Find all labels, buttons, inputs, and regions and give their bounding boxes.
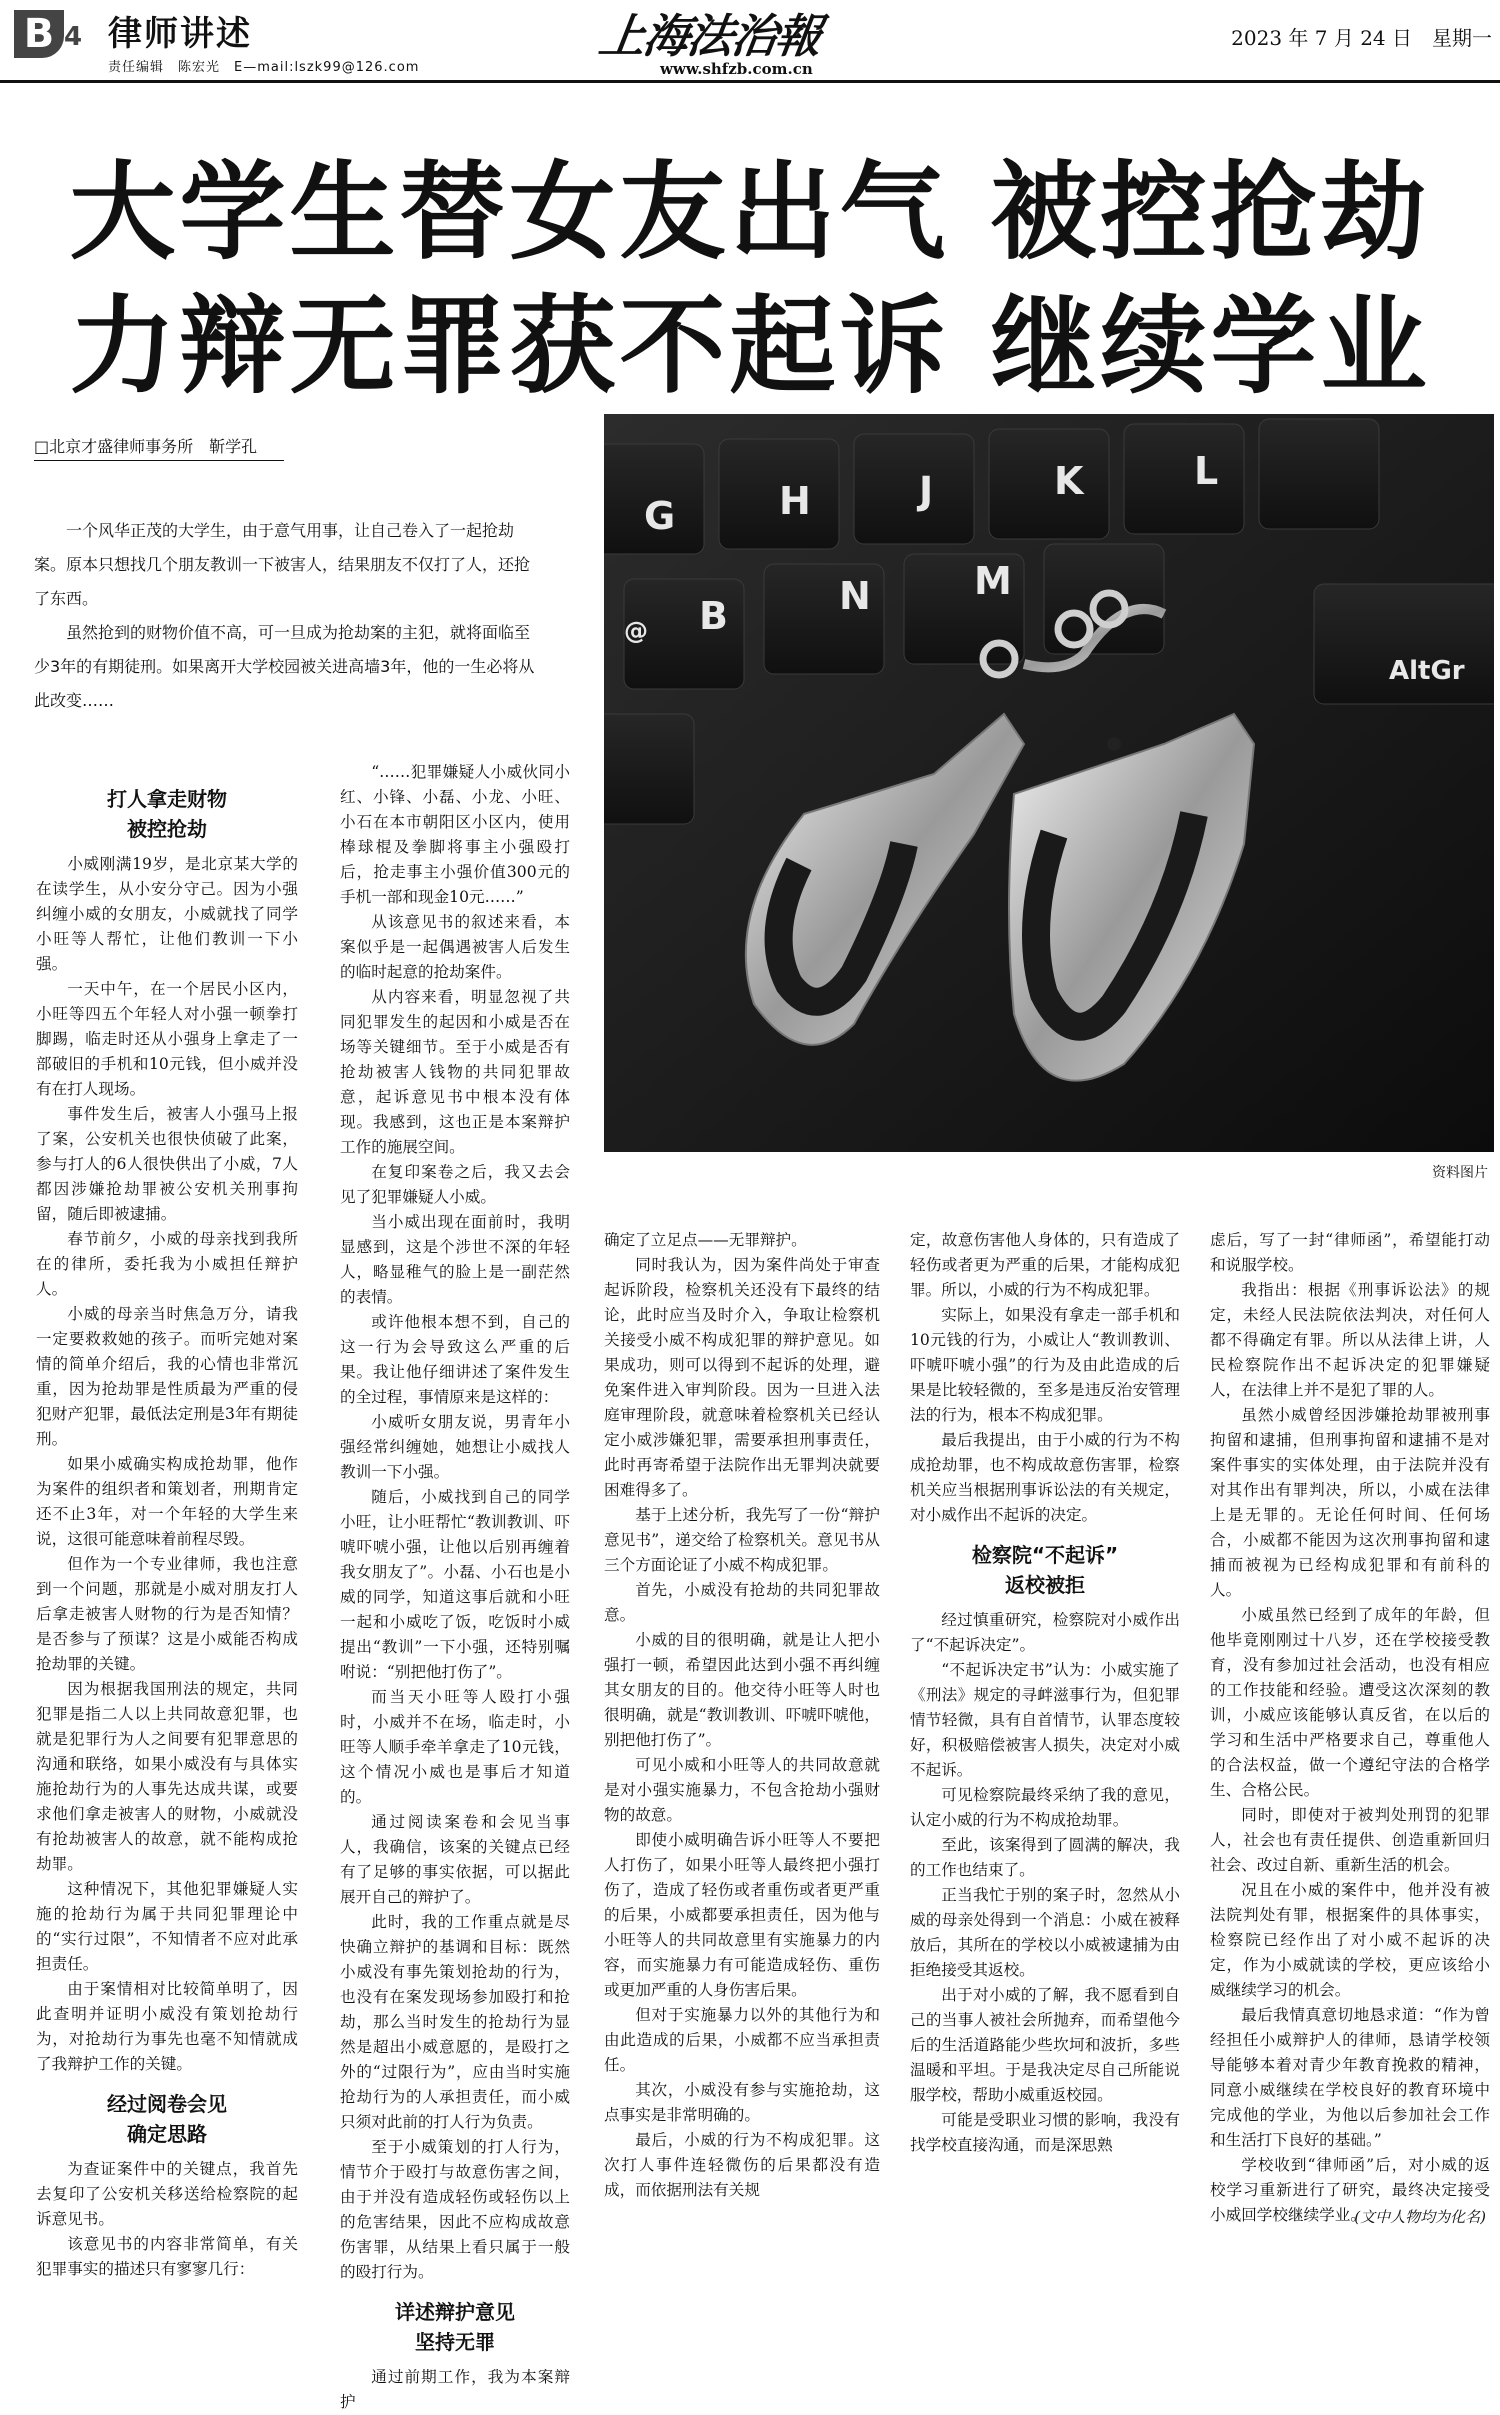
body-paragraph: 其次，小威没有参与实施抢劫，这点事实是非常明确的。 bbox=[604, 2081, 880, 2124]
body-paragraph: 可能是受职业习惯的影响，我没有找学校直接沟通，而是深思熟 bbox=[910, 2111, 1180, 2154]
article-column-5 bbox=[1210, 1228, 1490, 2228]
article-column-2 bbox=[340, 760, 570, 2415]
photo-caption: 资料图片 bbox=[1432, 1165, 1488, 1181]
body-paragraph: 正当我忙于别的案子时，忽然从小威的母亲处得到一个消息：小威在被释放后，其所在的学校以小威被逮捕为由拒绝接受其返校。 bbox=[910, 1886, 1180, 1979]
body-paragraph: 况且在小威的案件中，他并没有被法院判处有罪，根据案件的具体事实，检察院已经作出了对小威不起诉的决定，作为小威就读的学校，更应该给小威继续学习的机会。 bbox=[1210, 1881, 1490, 1999]
section-heading-line: 返校被拒 bbox=[1005, 1573, 1085, 1597]
body-paragraph: 我指出：根据《刑事诉讼法》的规定，未经人民法院依法判决，对任何人都不得确定有罪。所以从法律上讲，人民检察院作出不起诉决定的犯罪嫌疑人，在法律上并不是犯了罪的人。 bbox=[1210, 1281, 1490, 1399]
handcuffs-keyboard-photo bbox=[604, 414, 1494, 1152]
headline-line-2: 力辩无罪获不起诉 继续学业 bbox=[69, 285, 1431, 408]
names-note: (文中人物均为化名) bbox=[1354, 2208, 1486, 2226]
key-label: G bbox=[644, 494, 676, 538]
photo-illustration bbox=[604, 414, 1494, 1152]
lead-paragraphs bbox=[34, 514, 544, 718]
section-heading-line: 确定思路 bbox=[127, 2122, 207, 2146]
body-paragraph: 确定了立足点——无罪辩护。 bbox=[604, 1231, 807, 1249]
body-paragraph: 定，故意伤害他人身体的，只有造成了轻伤或者更为严重的后果，才能构成犯罪。所以，小威的行为不构成犯罪。 bbox=[910, 1231, 1180, 1299]
body-paragraph: 出于对小威的了解，我不愿看到自己的当事人被社会所抛弃，而希望他今后的生活道路能少些坎坷和波折，多些温暖和平坦。于是我决定尽自己所能说服学校，帮助小威重返校园。 bbox=[910, 1986, 1180, 2104]
body-paragraph: 可见检察院最终采纳了我的意见，认定小威的行为不构成抢劫罪。 bbox=[910, 1786, 1180, 1829]
body-paragraph: 而当天小旺等人殴打小强时，小威并不在场，临走时，小旺等人顺手牵羊拿走了10元钱，这个情况小威也是事后才知道的。 bbox=[340, 1688, 570, 1806]
key-label: M bbox=[974, 559, 1012, 603]
body-paragraph: 但作为一个专业律师，我也注意到一个问题，那就是小威对朋友打人后拿走被害人财物的行为是否知情？是否参与了预谋？这是小威能否构成抢劫罪的关键。 bbox=[36, 1555, 298, 1673]
byline: □北京才盛律师事务所 靳学孔 bbox=[34, 437, 258, 456]
body-paragraph: 基于上述分析，我先写了一份“辩护意见书”，递交给了检察机关。意见书从三个方面论证了小威不构成犯罪。 bbox=[604, 1506, 880, 1574]
key-label: J bbox=[919, 469, 934, 513]
body-paragraph: 通过前期工作，我为本案辩护 bbox=[340, 2368, 570, 2411]
body-paragraph: 最后我情真意切地恳求道：“作为曾经担任小威辩护人的律师，恳请学校领导能够本着对青少年教育挽救的精神，同意小威继续在学校良好的教育环境中完成他的学业，为他以后参加社会工作和生活打下良好的基础。” bbox=[1210, 2006, 1490, 2149]
body-paragraph: 学校收到“律师函”后，对小威的返校学习重新进行了研究，最终决定接受小威回学校继续学业。 bbox=[1210, 2156, 1490, 2224]
key-label: K bbox=[1054, 459, 1084, 503]
header-divider bbox=[0, 80, 1500, 83]
body-paragraph: “不起诉决定书”认为：小威实施了《刑法》规定的寻衅滋事行为，但犯罪情节轻微，具有自首情节，认罪态度较好，积极赔偿被害人损失，决定对小威不起诉。 bbox=[910, 1661, 1180, 1779]
body-paragraph: 由于案情相对比较简单明了，因此查明并证明小威没有策划抢劫行为，对抢劫行为事先也毫不知情就成了我辩护工作的关键。 bbox=[36, 1980, 298, 2073]
lead-paragraph: 虽然抢到的财物价值不高，可一旦成为抢劫案的主犯，就将面临至少3年的有期徒刑。如果离开大学校园被关进高墙3年，他的一生必将从此改变…… bbox=[34, 623, 535, 710]
section-heading-line: 被控抢劫 bbox=[127, 817, 207, 841]
key-label: @ bbox=[624, 617, 648, 645]
section-heading bbox=[340, 2297, 570, 2357]
body-paragraph: 同时我认为，因为案件尚处于审查起诉阶段，检察机关还没有下最终的结论，此时应当及时介入，争取让检察机关接受小威不构成犯罪的辩护意见。如果成功，则可以得到不起诉的处理，避免案件进入审判阶段。因为一旦进入法庭审理阶段，就意味着检察机关已经认定小威涉嫌犯罪，需要承担刑事责任，此时再寄希望于法院作出无罪判决就要困难得多了。 bbox=[604, 1256, 880, 1499]
section-heading bbox=[910, 1540, 1180, 1600]
body-paragraph: 小威刚满19岁，是北京某大学的在读学生，从小安分守己。因为小强纠缠小威的女朋友，小威就找了同学小旺等人帮忙，让他们教训一下小强。 bbox=[36, 855, 298, 973]
key-label: H bbox=[779, 479, 811, 523]
section-heading-line: 检察院“不起诉” bbox=[971, 1543, 1119, 1567]
editor-line: 责任编辑 陈宏光 E—mail:lszk99@126.com bbox=[108, 60, 420, 75]
body-paragraph: 最后，小威的行为不构成犯罪。这次打人事件连轻微伤的后果都没有造成，而依据刑法有关规 bbox=[604, 2131, 880, 2199]
body-paragraph: 小威的目的很明确，就是让人把小强打一顿，希望因此达到小强不再纠缠其女朋友的目的。他交待小旺等人时也很明确，就是“教训教训、吓唬吓唬他，别把他打伤了”。 bbox=[604, 1631, 880, 1749]
body-paragraph: 最后我提出，由于小威的行为不构成抢劫罪，也不构成故意伤害罪，检察机关应当根据刑事诉讼法的有关规定，对小威作出不起诉的决定。 bbox=[910, 1431, 1180, 1524]
key-label: B bbox=[699, 594, 728, 638]
body-paragraph: 虑后，写了一封“律师函”，希望能打动和说服学校。 bbox=[1210, 1231, 1490, 1274]
body-paragraph: 春节前夕，小威的母亲找到我所在的律所，委托我为小威担任辩护人。 bbox=[36, 1230, 298, 1298]
section-heading bbox=[36, 784, 298, 844]
key-label: N bbox=[839, 574, 871, 618]
body-paragraph: 为查证案件中的关键点，我首先去复印了公安机关移送给检察院的起诉意见书。 bbox=[36, 2160, 298, 2228]
page-number: 4 bbox=[64, 22, 83, 52]
body-paragraph: 可见小威和小旺等人的共同故意就是对小强实施暴力，不包含抢劫小强财物的故意。 bbox=[604, 1756, 880, 1824]
lead-paragraph: 一个风华正茂的大学生，由于意气用事，让自己卷入了一起抢劫案。原本只想找几个朋友教训一下被害人，结果朋友不仅打了人，还抢了东西。 bbox=[34, 521, 531, 608]
byline-underline bbox=[34, 460, 284, 461]
body-paragraph: 或许他根本想不到，自己的这一行为会导致这么严重的后果。我让他仔细讲述了案件发生的全过程，事情原来是这样的： bbox=[340, 1313, 570, 1406]
article-column-4 bbox=[910, 1228, 1180, 2158]
section-heading bbox=[36, 2089, 298, 2149]
body-paragraph: 在复印案卷之后，我又去会见了犯罪嫌疑人小威。 bbox=[340, 1163, 570, 1206]
section-heading-line: 坚持无罪 bbox=[415, 2330, 495, 2354]
key-label: AltGr bbox=[1389, 656, 1465, 686]
body-paragraph: “……犯罪嫌疑人小威伙同小红、小锋、小磊、小龙、小旺、小石在本市朝阳区小区内，使用棒球棍及拳脚将事主小强殴打后，抢走事主小强价值300元的手机一部和现金10元……” bbox=[340, 763, 570, 906]
body-paragraph: 同时，即使对于被判处刑罚的犯罪人，社会也有责任提供、创造重新回归社会、改过自新、重新生活的机会。 bbox=[1210, 1806, 1490, 1874]
article-column-1 bbox=[36, 772, 298, 2282]
body-paragraph: 因为根据我国刑法的规定，共同犯罪是指二人以上共同故意犯罪，也就是犯罪行为人之间要有犯罪意思的沟通和联络，如果小威没有与具体实施抢劫行为的人事先达成共谋，或要求他们拿走被害人的财物，小威就没有抢劫被害人的故意，就不能构成抢劫罪。 bbox=[36, 1680, 298, 1873]
newspaper-masthead: 上海法治報 bbox=[595, 9, 824, 63]
page-letter: B bbox=[14, 10, 64, 58]
headline-line-1: 大学生替女友出气 被控抢劫 bbox=[69, 151, 1431, 274]
body-paragraph: 小威的母亲当时焦急万分，请我一定要救救她的孩子。而听完她对案情的简单介绍后，我的心情也非常沉重，因为抢劫罪是性质最为严重的侵犯财产犯罪，最低法定刑是3年有期徒刑。 bbox=[36, 1305, 298, 1448]
body-paragraph: 从该意见书的叙述来看，本案似乎是一起偶遇被害人后发生的临时起意的抢劫案件。 bbox=[340, 913, 570, 981]
body-paragraph: 通过阅读案卷和会见当事人，我确信，该案的关键点已经有了足够的事实依据，可以据此展开自己的辩护了。 bbox=[340, 1813, 570, 1906]
body-paragraph: 如果小威确实构成抢劫罪，他作为案件的组织者和策划者，刑期肯定还不止3年，对一个年轻的大学生来说，这很可能意味着前程尽毁。 bbox=[36, 1455, 298, 1548]
key-label: L bbox=[1194, 449, 1219, 493]
body-paragraph: 实际上，如果没有拿走一部手机和10元钱的行为，小威让人“教训教训、吓唬吓唬小强”的行为及由此造成的后果是比较轻微的，至多是违反治安管理法的行为，根本不构成犯罪。 bbox=[910, 1306, 1180, 1424]
body-paragraph: 小威听女朋友说，男青年小强经常纠缠她，她想让小威找人教训一下小强。 bbox=[340, 1413, 570, 1481]
body-paragraph: 小威虽然已经到了成年的年龄，但他毕竟刚刚过十八岁，还在学校接受教育，没有参加过社会活动，也没有相应的工作技能和经验。遭受这次深刻的教训，小威应该能够认真反省，在以后的学习和生活中严格要求自己，尊重他人的合法权益，做一个遵纪守法的合格学生、合格公民。 bbox=[1210, 1606, 1490, 1799]
body-paragraph: 即使小威明确告诉小旺等人不要把人打伤了，如果小旺等人最终把小强打伤了，造成了轻伤或者重伤或者更严重的后果，小威都要承担责任，因为他与小旺等人的共同故意里有实施暴力的内容，而实施暴力有可能造成轻伤、重伤或更加严重的人身伤害后果。 bbox=[604, 1831, 880, 1999]
newspaper-url: www.shfzb.com.cn bbox=[660, 60, 813, 78]
body-paragraph: 当小威出现在面前时，我明显感到，这是个涉世不深的年轻人，略显稚气的脸上是一副茫然的表情。 bbox=[340, 1213, 570, 1306]
body-paragraph: 这种情况下，其他犯罪嫌疑人实施的抢劫行为属于共同犯罪理论中的“实行过限”，不知情者不应对此承担责任。 bbox=[36, 1880, 298, 1973]
body-paragraph: 至于小威策划的打人行为，情节介于殴打与故意伤害之间，由于并没有造成轻伤或轻伤以上的危害结果，因此不应构成故意伤害罪，从结果上看只属于一般的殴打行为。 bbox=[340, 2138, 570, 2281]
page-number-badge bbox=[14, 10, 90, 58]
body-paragraph: 事件发生后，被害人小强马上报了案，公安机关也很快侦破了此案，参与打人的6人很快供出了小威，7人都因涉嫌抢劫罪被公安机关刑事拘留，随后即被逮捕。 bbox=[36, 1105, 298, 1223]
body-paragraph: 至此，该案得到了圆满的解决，我的工作也结束了。 bbox=[910, 1836, 1180, 1879]
body-paragraph: 首先，小威没有抢劫的共同犯罪故意。 bbox=[604, 1581, 880, 1624]
body-paragraph: 从内容来看，明显忽视了共同犯罪发生的起因和小威是否在场等关键细节。至于小威是否有抢劫被害人钱物的共同犯罪故意，起诉意见书中根本没有体现。我感到，这也正是本案辩护工作的施展空间。 bbox=[340, 988, 570, 1156]
body-paragraph: 一天中午，在一个居民小区内，小旺等四五个年轻人对小强一顿拳打脚踢，临走时还从小强身上拿走了一部破旧的手机和10元钱，但小威并没有在打人现场。 bbox=[36, 980, 298, 1098]
section-heading-line: 经过阅卷会见 bbox=[107, 2092, 227, 2116]
column-name: 律师讲述 bbox=[108, 14, 252, 54]
body-paragraph: 此时，我的工作重点就是尽快确立辩护的基调和目标：既然小威没有事先策划抢劫的行为，也没有在案发现场参加殴打和抢劫，那么当时发生的抢劫行为显然是超出小威意愿的，是殴打之外的“过限行为”，应由当时实施抢劫行为的人承担责任，而小威只须对此前的打人行为负责。 bbox=[340, 1913, 570, 2131]
body-paragraph: 但对于实施暴力以外的其他行为和由此造成的后果，小威都不应当承担责任。 bbox=[604, 2006, 880, 2074]
section-heading-line: 详述辩护意见 bbox=[395, 2300, 515, 2324]
body-paragraph: 该意见书的内容非常简单，有关犯罪事实的描述只有寥寥几行： bbox=[36, 2235, 298, 2278]
body-paragraph: 经过慎重研究，检察院对小威作出了“不起诉决定”。 bbox=[910, 1611, 1180, 1654]
article-column-3 bbox=[604, 1228, 880, 2203]
issue-date: 2023 年 7 月 24 日 星期一 bbox=[1231, 26, 1492, 50]
body-paragraph: 虽然小威曾经因涉嫌抢劫罪被刑事拘留和逮捕，但刑事拘留和逮捕不是对案件事实的实体处理，由于法院并没有对其作出有罪判决，所以，小威在法律上是无罪的。无论任何时间、任何场合，小威都不能因为这次刑事拘留和逮捕而被视为已经构成犯罪和有前科的人。 bbox=[1210, 1406, 1490, 1599]
section-heading-line: 打人拿走财物 bbox=[107, 787, 227, 811]
body-paragraph: 随后，小威找到自己的同学小旺，让小旺帮忙“教训教训、吓唬吓唬小强，让他以后别再缠着我女朋友了”。小磊、小石也是小威的同学，知道这事后就和小旺一起和小威吃了饭，吃饭时小威提出“教训”一下小强，还特别嘱咐说：“别把他打伤了”。 bbox=[340, 1488, 570, 1681]
